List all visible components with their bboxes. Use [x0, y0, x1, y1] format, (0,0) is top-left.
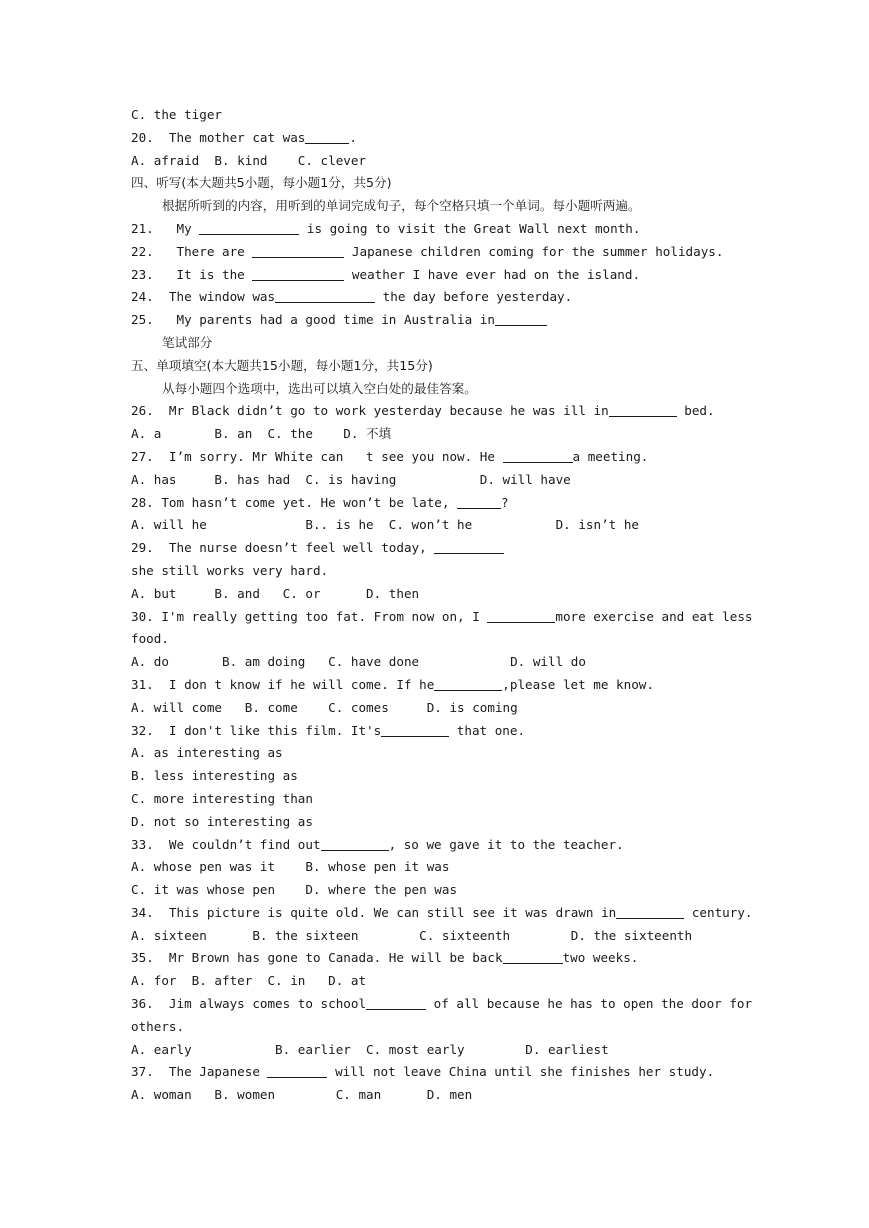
options-26 — [131, 423, 743, 446]
answer-blank[interactable] — [252, 243, 344, 258]
question-30 — [131, 606, 753, 629]
text: two weeks. — [562, 950, 639, 966]
text: bed. — [676, 403, 715, 419]
text: 29. The nurse doesn’t feel well today, — [131, 540, 435, 556]
text: Japanese children coming for the summer holidays. — [351, 243, 724, 259]
question-35 — [131, 947, 743, 970]
answer-blank[interactable] — [366, 995, 426, 1010]
text: A. woman B. women C. man D. men — [131, 1087, 473, 1103]
section-heading-single-choice — [131, 355, 743, 378]
text: is going to visit the Great Wall next month. — [306, 220, 641, 236]
text: A. as interesting as — [131, 745, 283, 761]
text: ? — [501, 494, 509, 510]
text: A. will he B.. is he C. won’t he D. isn’t he — [131, 517, 639, 533]
text: A. has B. has had C. is having D. will have — [131, 471, 571, 487]
question-33 — [131, 834, 743, 857]
option-line — [131, 788, 743, 811]
options-27 — [131, 469, 743, 492]
text: 34. This picture is quite old. We can still see it was drawn in — [131, 904, 617, 920]
text: A. a B. an C. the D. 不填 — [131, 426, 392, 442]
options-20 — [131, 150, 743, 173]
text: A. will come B. come C. comes D. is coming — [131, 699, 518, 715]
text: 35. Mr Brown has gone to Canada. He will be back — [131, 950, 503, 966]
text: A. afraid B. kind C. clever — [131, 152, 367, 168]
text: others. — [131, 1018, 185, 1034]
text: ,please let me know. — [502, 676, 654, 692]
options-30 — [131, 651, 743, 674]
answer-blank[interactable] — [252, 266, 344, 281]
answer-blank[interactable] — [616, 904, 684, 919]
option-line — [131, 765, 743, 788]
question-27 — [131, 446, 743, 469]
part-heading-written — [131, 332, 743, 355]
text: the day before yesterday. — [382, 289, 573, 305]
text: A. do B. am doing C. have done D. will do — [131, 654, 586, 670]
answer-blank[interactable] — [305, 129, 349, 144]
question-34 — [131, 902, 753, 925]
text: 四、听写(本大题共5小题，每小题1分，共5分) — [131, 175, 392, 191]
text: 28. Tom hasn’t come yet. He won’t be late, — [131, 494, 458, 510]
text: that one. — [449, 722, 526, 738]
answer-blank[interactable] — [457, 494, 501, 509]
text: 23. It is the — [131, 266, 245, 282]
section-instructions — [131, 195, 743, 218]
option-line — [131, 104, 743, 127]
options-35 — [131, 970, 743, 993]
text: 24. The window was — [131, 289, 276, 305]
question-26 — [131, 400, 743, 423]
question-23 — [131, 264, 743, 287]
question-37 — [131, 1061, 743, 1084]
text: 26. Mr Black didn’t go to work yesterday because he was ill in — [131, 403, 609, 419]
text: 32. I don't like this film. It's — [131, 722, 382, 738]
answer-blank[interactable] — [199, 220, 299, 235]
question-25 — [131, 309, 743, 332]
text: 根据所听到的内容，用听到的单词完成句子，每个空格只填一个单词。每小题听两遍。 — [162, 198, 641, 214]
text: century. — [684, 904, 753, 920]
question-36-continued — [131, 1016, 743, 1039]
text: . — [349, 129, 357, 145]
question-32 — [131, 720, 743, 743]
text: C. it was whose pen D. where the pen was — [131, 882, 458, 898]
text: food. — [131, 631, 169, 647]
text: 33. We couldn’t find out — [131, 836, 321, 852]
text: 37. The Japanese — [131, 1064, 268, 1080]
question-24 — [131, 286, 743, 309]
options-36 — [131, 1039, 743, 1062]
section-heading-listening — [131, 172, 743, 195]
question-28 — [131, 492, 743, 515]
question-20 — [131, 127, 743, 150]
question-36 — [131, 993, 753, 1016]
text: 笔试部分 — [162, 334, 213, 350]
options-34 — [131, 925, 743, 948]
answer-blank[interactable] — [381, 722, 449, 737]
text: 27. I’m sorry. Mr White can t see you now. He — [131, 448, 503, 464]
options-33 — [131, 856, 743, 879]
question-31 — [131, 674, 743, 697]
question-29-continued — [131, 560, 743, 583]
text: more exercise and eat less — [555, 608, 753, 624]
section-instructions — [131, 378, 743, 401]
text: B. less interesting as — [131, 768, 298, 784]
answer-blank[interactable] — [503, 448, 573, 463]
text: C. more interesting than — [131, 790, 313, 806]
exam-page — [131, 104, 753, 1107]
text: 31. I don t know if he will come. If he — [131, 676, 435, 692]
text: A. sixteen B. the sixteen C. sixteenth D. the sixteenth — [131, 927, 693, 943]
text: 22. There are — [131, 243, 245, 259]
answer-blank[interactable] — [434, 676, 502, 691]
answer-blank[interactable] — [487, 608, 555, 623]
text: 25. My parents had a good time in Australia in — [131, 312, 495, 328]
text: will not leave China until she finishes her study. — [327, 1064, 715, 1080]
text: , so we gave it to the teacher. — [388, 836, 624, 852]
answer-blank[interactable] — [434, 539, 504, 554]
text: 20. The mother cat was — [131, 129, 306, 145]
text: A. for B. after C. in D. at — [131, 973, 367, 989]
answer-blank[interactable] — [321, 836, 389, 851]
text: D. not so interesting as — [131, 813, 313, 829]
question-21 — [131, 218, 743, 241]
text: a meeting. — [572, 448, 649, 464]
text: of all because he has to open the door for — [426, 996, 753, 1012]
text: weather I have ever had on the island. — [351, 266, 641, 282]
answer-blank[interactable] — [495, 311, 547, 326]
text: she still works very hard. — [131, 562, 329, 578]
question-29 — [131, 537, 743, 560]
answer-blank[interactable] — [275, 288, 375, 303]
options-33 — [131, 879, 743, 902]
text: A. but B. and C. or D. then — [131, 585, 420, 601]
question-30-continued — [131, 628, 743, 651]
text: C. the tiger — [131, 107, 222, 122]
text: 五、单项填空(本大题共15小题，每小题1分，共15分) — [131, 357, 433, 373]
text: 从每小题四个选项中，选出可以填入空白处的最佳答案。 — [162, 380, 477, 396]
answer-blank[interactable] — [503, 949, 563, 964]
text: A. whose pen was it B. whose pen it was — [131, 859, 450, 875]
text: 36. Jim always comes to school — [131, 996, 367, 1012]
text: 30. I'm really getting too fat. From now on, I — [131, 608, 488, 624]
text: 21. My — [131, 220, 192, 236]
options-37 — [131, 1084, 743, 1107]
question-22 — [131, 241, 743, 264]
answer-blank[interactable] — [609, 402, 677, 417]
options-28 — [131, 514, 743, 537]
option-line — [131, 811, 743, 834]
answer-blank[interactable] — [267, 1063, 327, 1078]
option-line — [131, 742, 743, 765]
options-29 — [131, 583, 743, 606]
text: A. early B. earlier C. most early D. earliest — [131, 1041, 609, 1057]
options-31 — [131, 697, 743, 720]
